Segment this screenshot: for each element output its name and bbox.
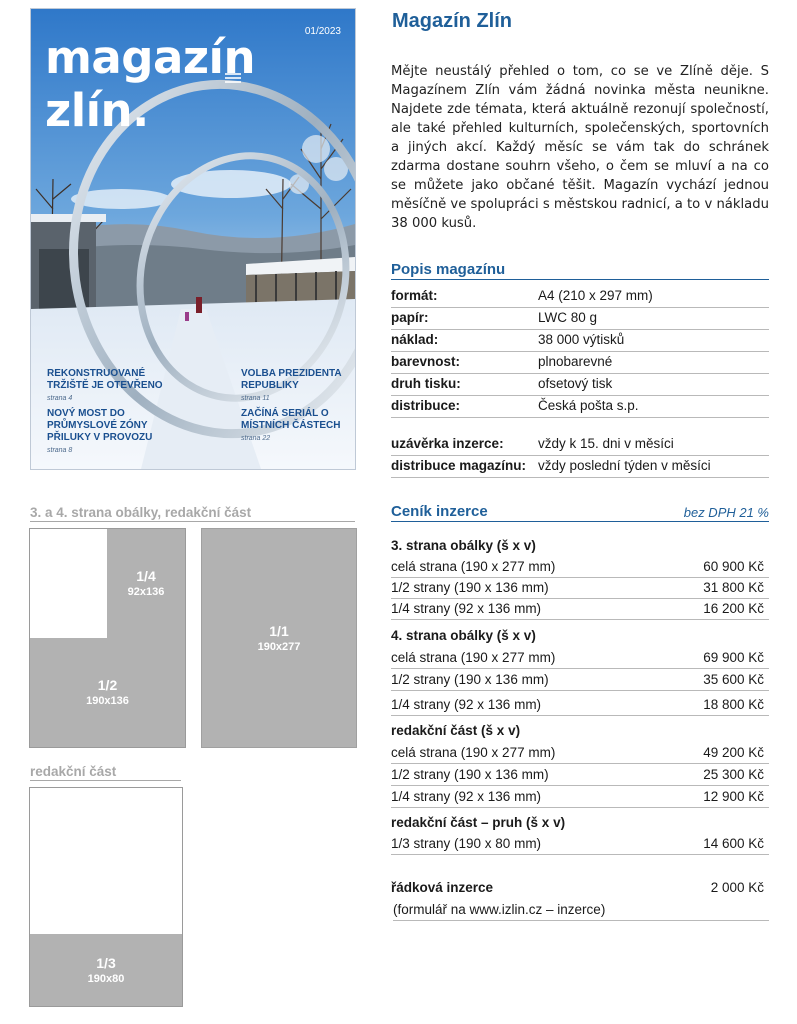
spec-row xyxy=(391,329,769,352)
cover-story-headline: NOVÝ MOST DO PRŮMYSLOVÉ ZÓNY PŘILUKY V PROVOZU xyxy=(47,408,153,443)
spec-row xyxy=(391,433,769,456)
layout-full-dim: 190x277 xyxy=(257,640,301,653)
price-row xyxy=(391,577,769,599)
spec-key: náklad: xyxy=(391,332,439,347)
spec-value: vždy poslední týden v měsíci xyxy=(538,458,711,473)
price-value: 31 800 Kč xyxy=(703,580,764,595)
cover-story-page: strana 8 xyxy=(47,447,73,454)
vat-note: bez DPH 21 % xyxy=(683,505,769,520)
cover-story xyxy=(47,368,177,405)
spec-value: plnobarevné xyxy=(538,354,613,369)
layout-third xyxy=(30,934,182,1006)
price-item: 1/2 strany (190 x 136 mm) xyxy=(391,767,549,782)
editorial-layouts-heading: redakční část xyxy=(30,764,181,781)
price-value: 49 200 Kč xyxy=(703,745,764,760)
spec-key: uzávěrka inzerce: xyxy=(391,436,504,451)
spec-row xyxy=(391,373,769,396)
price-value: 12 900 Kč xyxy=(703,789,764,804)
spec-value: vždy k 15. dni v měsíci xyxy=(538,436,674,451)
layout-half-label: 1/2 xyxy=(97,677,118,693)
spec-value: 38 000 výtisků xyxy=(538,332,625,347)
layout-quarter-label: 1/4 xyxy=(136,568,156,584)
cover-story xyxy=(241,408,353,445)
spec-value: ofsetový tisk xyxy=(538,376,613,391)
cover-issue: 01/2023 xyxy=(304,26,341,37)
price-row xyxy=(391,669,769,691)
spec-value: LWC 80 g xyxy=(538,310,598,325)
specs-heading: Popis magazínu xyxy=(391,261,769,280)
cover-story-headline: REKONSTRUOVANÉ TRŽIŠTĚ JE OTEVŘENO xyxy=(47,368,163,391)
layout-half xyxy=(30,638,185,747)
line-ad-row xyxy=(391,877,769,898)
spec-key: barevnost: xyxy=(391,354,461,369)
spec-key: papír: xyxy=(391,310,429,325)
layout-box-third xyxy=(29,787,183,1007)
cover-story xyxy=(47,408,187,457)
price-value: 16 200 Kč xyxy=(703,601,764,616)
spec-key: formát: xyxy=(391,288,438,303)
price-row xyxy=(391,786,769,808)
line-ad-note-row xyxy=(393,899,769,921)
price-group-title: 4. strana obálky (š x v) xyxy=(391,628,536,643)
price-item: 1/2 strany (190 x 136 mm) xyxy=(391,580,549,595)
spec-row xyxy=(391,455,769,478)
page-title: Magazín Zlín xyxy=(392,10,512,32)
line-ad-price: 2 000 Kč xyxy=(710,880,764,895)
price-row xyxy=(391,833,769,855)
cover-story-headline: ZAČÍNÁ SERIÁL O MÍSTNÍCH ČÁSTECH xyxy=(241,408,341,431)
intro-paragraph: Mějte neustálý přehled o tom, co se ve Zlíně děje. S Magazínem Zlín vám žádná novinka města neunikne. Najdete zde témata, která aktuálně rezonují společností, ale také přehled kulturních, společenských, sportovních a jiných akcí. Každý měsíc se vám tak do schránek zdarma dostane souhrn všeho, o čem se mluví a na co se můžete jako občané těšit. Magazín vychází jednou měsíčně ve spolupráci s městskou radnicí, a to v nákladu 38 000 kusů. xyxy=(391,64,769,231)
line-ad-name: řádková inzerce xyxy=(391,880,494,895)
price-group-title: redakční část (š x v) xyxy=(391,723,521,738)
layout-third-dim: 190x80 xyxy=(87,972,125,985)
layout-half-dim: 190x136 xyxy=(86,695,129,707)
spec-value: A4 (210 x 297 mm) xyxy=(538,288,653,303)
price-value: 25 300 Kč xyxy=(703,767,764,782)
layout-full xyxy=(202,529,356,747)
cover-story-headline: VOLBA PREZIDENTA REPUBLIKY xyxy=(241,368,342,391)
cover-story-page: strana 22 xyxy=(241,435,271,442)
price-value: 60 900 Kč xyxy=(703,559,764,574)
price-item: celá strana (190 x 277 mm) xyxy=(391,745,556,760)
layout-full-label: 1/1 xyxy=(269,622,289,639)
price-item: celá strana (190 x 277 mm) xyxy=(391,559,556,574)
price-item: celá strana (190 x 277 mm) xyxy=(391,650,556,665)
layout-quarter-dim: 92x136 xyxy=(127,586,165,598)
spec-row xyxy=(391,307,769,330)
price-group-title: 3. strana obálky (š x v) xyxy=(391,538,536,553)
spec-row xyxy=(391,285,769,308)
price-group-title: redakční část – pruh (š x v) xyxy=(391,815,566,830)
price-value: 35 600 Kč xyxy=(703,672,764,687)
layout-box-quarter-half xyxy=(29,528,186,748)
price-value: 14 600 Kč xyxy=(703,836,764,851)
spec-key: distribuce magazínu: xyxy=(391,458,527,473)
spec-value: Česká pošta s.p. xyxy=(538,398,639,413)
cover-title: magazín zlín. xyxy=(45,31,255,137)
price-item: 1/2 strany (190 x 136 mm) xyxy=(391,672,549,687)
cover-story-page: strana 4 xyxy=(47,395,73,402)
layout-box-full xyxy=(201,528,357,748)
price-item: 1/4 strany (92 x 136 mm) xyxy=(391,789,542,804)
price-row xyxy=(391,694,769,716)
price-row xyxy=(391,598,769,620)
price-item: 1/3 strany (190 x 80 mm) xyxy=(391,836,542,851)
spec-row xyxy=(391,395,769,418)
magazine-cover xyxy=(30,8,356,470)
spec-key: druh tisku: xyxy=(391,376,461,391)
price-row xyxy=(391,742,769,764)
price-value: 69 900 Kč xyxy=(703,650,764,665)
cover-story-page: strana 11 xyxy=(241,395,270,402)
price-item: 1/4 strany (92 x 136 mm) xyxy=(391,697,542,712)
layout-third-label: 1/3 xyxy=(96,954,116,971)
prices-heading-text: Ceník inzerce xyxy=(391,503,488,520)
price-row xyxy=(391,764,769,786)
price-value: 18 800 Kč xyxy=(703,697,764,712)
spec-row xyxy=(391,351,769,374)
cover-layouts-heading: 3. a 4. strana obálky, redakční část xyxy=(30,505,355,522)
price-row xyxy=(391,556,769,578)
layout-quarter xyxy=(107,529,185,638)
price-item: 1/4 strany (92 x 136 mm) xyxy=(391,601,542,616)
line-ad-note: (formulář na www.izlin.cz – inzerce) xyxy=(393,902,606,917)
prices-heading xyxy=(391,503,769,522)
spec-key: distribuce: xyxy=(391,398,461,413)
price-row xyxy=(391,647,769,669)
cover-story xyxy=(241,368,351,405)
